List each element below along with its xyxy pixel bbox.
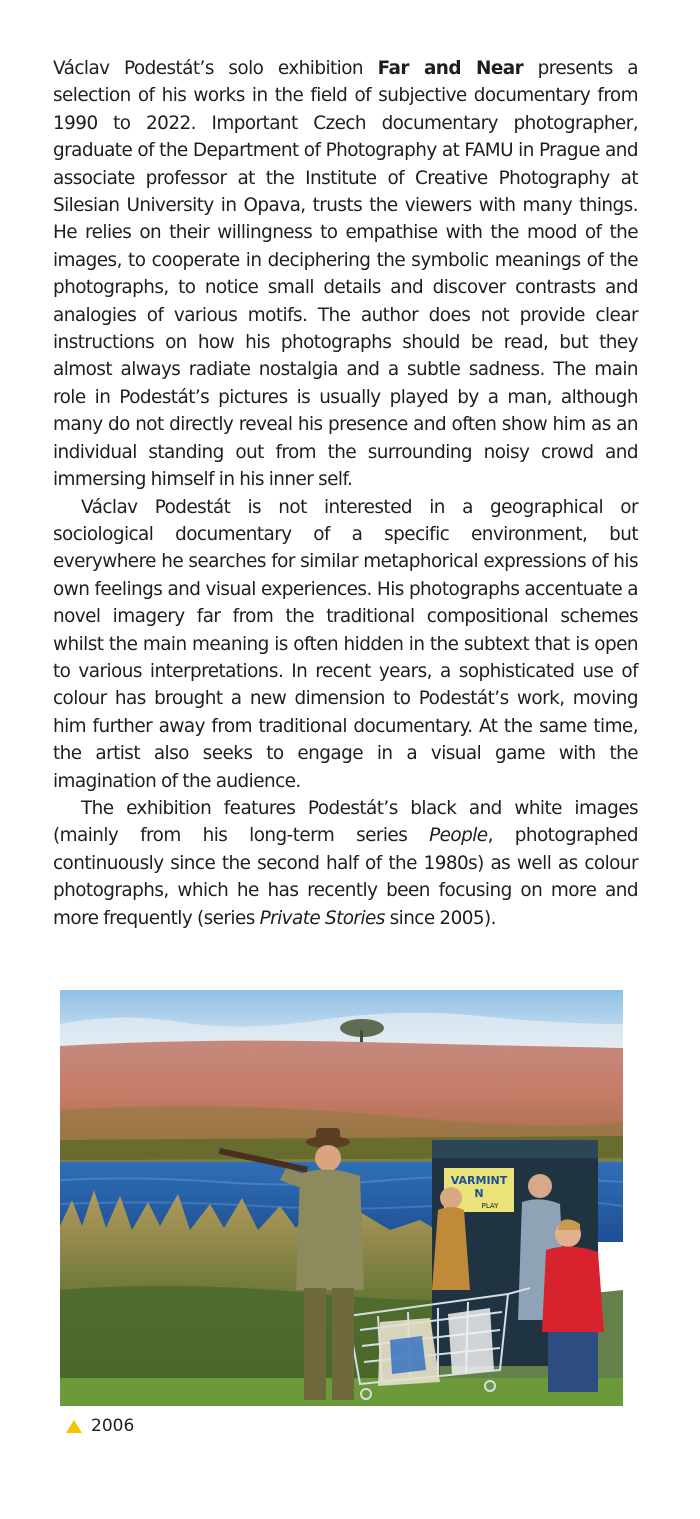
triangle-up-icon	[66, 1420, 82, 1433]
paragraph-3-text-middle: , photographed continuously since the second half of the 1980s) as well as colour photographs, which he has recently been focusing on more and more frequently (series	[53, 825, 639, 929]
paragraph-3	[53, 795, 638, 932]
photo-caption	[66, 1415, 134, 1437]
caption-year: 2006	[91, 1416, 135, 1436]
photograph	[60, 990, 623, 1406]
booth-sign-line-3: PLAY	[481, 1202, 499, 1210]
exhibition-title: Far and Near	[377, 58, 524, 79]
booth-sign-line-2: N	[474, 1187, 484, 1200]
series-title-private-stories: Private Stories	[259, 907, 385, 929]
series-title-people: People	[429, 825, 488, 847]
paragraph-1-text-end: presents a selection of his works in the field of subjective documentary from 1990 to 2022. Important Czech documentary photographer, graduate of the Department of Photography at FAMU in Prague and associate professor at the Institute of Creative Photography at Silesian University in Opava, trusts the viewers with many things. He relies on their willingness to empathise with the mood of the images, to cooperate in deciphering the symbolic meanings of the photographs, to notice small details and discover contrasts and analogies of various motifs. The author does not provide clear instructions on how his photographs should be read, but they almost always radiate nostalgia and a subtle sadness. The main role in Podestát’s pictures is usually played by a man, although many do not directly reveal his presence and often show him as an individual standing out from the surrounding noisy crowd and immersing himself in his inner self.	[53, 58, 638, 491]
booth-sign-line-1: VARMINT	[450, 1174, 508, 1187]
paragraph-1-text-start: Václav Podestát’s solo exhibition	[53, 58, 378, 79]
article-body	[53, 55, 638, 932]
paragraph-3-text-start: The exhibition features Podestát’s black and white images (mainly from his long-term series	[53, 797, 638, 847]
paragraph-2: Václav Podestát is not interested in a geographical or sociological documentary of a specific environment, but everywhere he searches for similar metaphorical expressions of his own feelings and visual experiences. His photographs accentuate a novel imagery far from the traditional compositional schemes whilst the main meaning is often hidden in the subtext that is open to various interpretations. In recent years, a sophisticated use of colour has brought a new dimension to Podestát’s work, moving him further away from traditional documentary. At the same time, the artist also seeks to engage in a visual game with the imagination of the audience.	[53, 496, 638, 792]
paragraph-3-text-end: since 2005).	[384, 907, 496, 929]
paragraph-1	[53, 55, 638, 494]
